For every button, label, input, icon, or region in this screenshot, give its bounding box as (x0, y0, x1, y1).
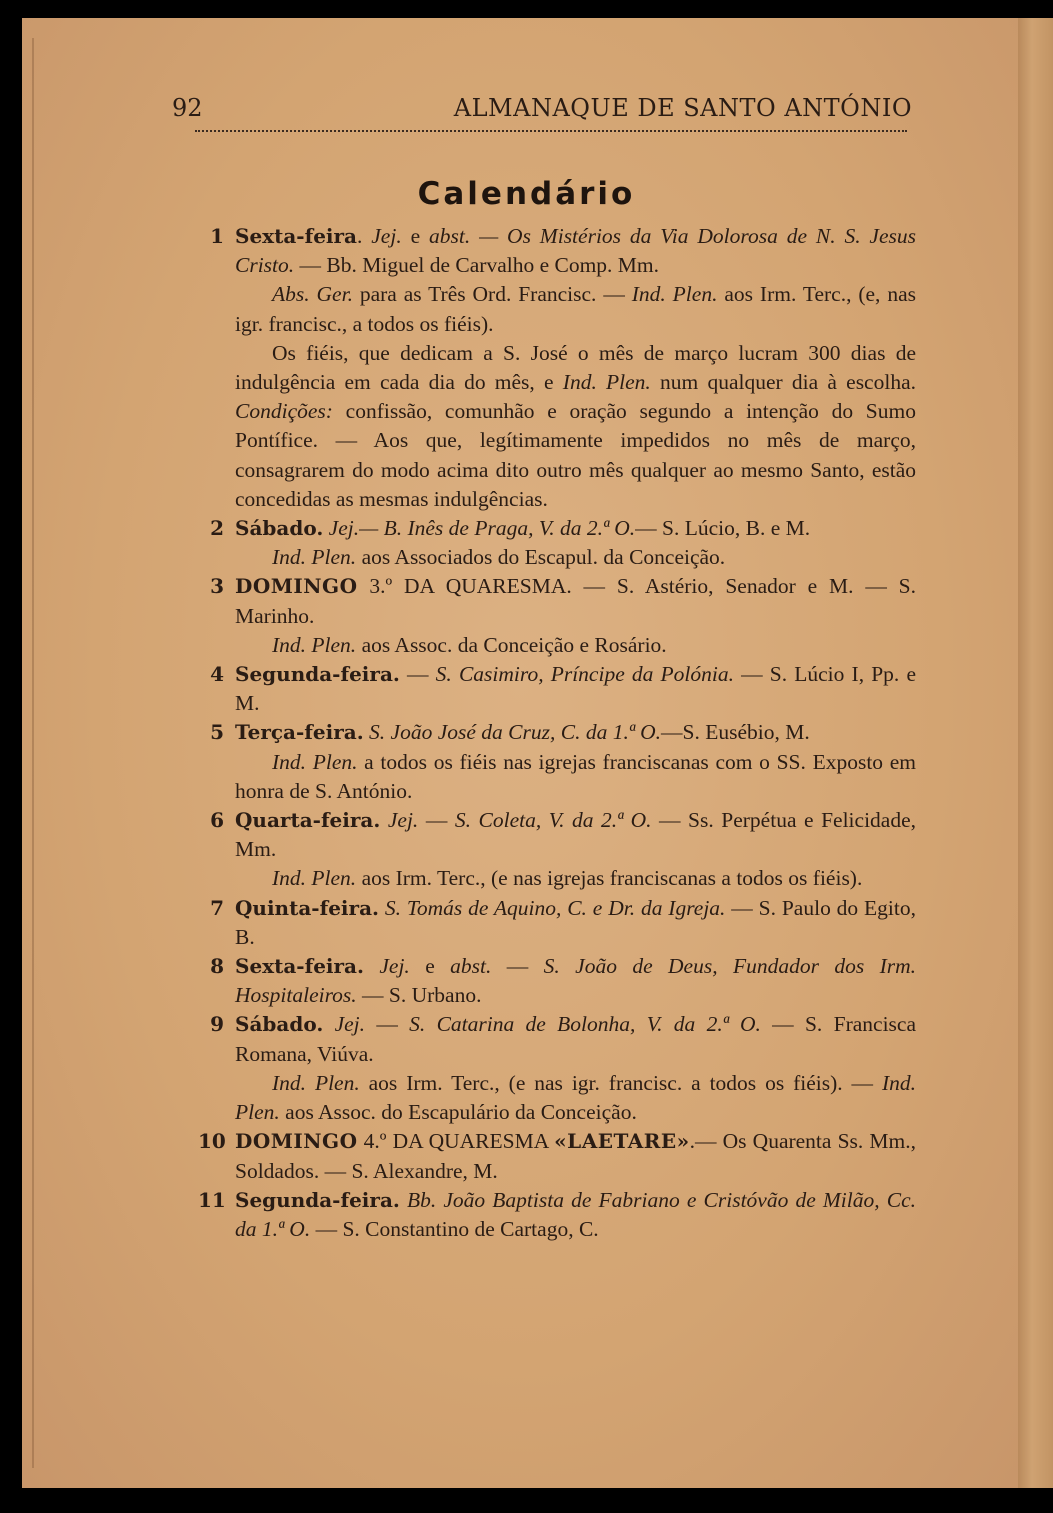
italic-text: S. João de Deus, Fundador dos Irm. Hospitaleiros. (235, 954, 917, 1008)
text-segment: — S. Lúcio I, Pp. e M. (235, 662, 916, 716)
italic-text: Ind. Plen. (272, 545, 357, 570)
running-title: ALMANAQUE DE SANTO ANTÓNIO (453, 94, 912, 122)
weekday-label: Segunda-feira. (235, 662, 400, 687)
text-segment: aos Irm. Terc., (e nas igrejas franciscanas a todos os fiéis). (356, 866, 863, 891)
sunday-label: DOMINGO (235, 574, 358, 599)
text-segment: a todos os fiéis nas igrejas franciscanas com o SS. Exposto em honra de S. António. (235, 749, 916, 803)
entry-day-number: 5 (210, 720, 224, 745)
entry-day-number: 11 (198, 1187, 226, 1212)
italic-text: Ind. Plen. (272, 866, 357, 891)
italic-text: S. Casimiro, Príncipe da Polónia. (435, 662, 734, 687)
entry-day-number: 3 (210, 574, 224, 599)
page-number: 92 (172, 94, 203, 122)
entry-day-number: 4 (210, 662, 224, 687)
entry-indulgence-text (235, 864, 916, 893)
calendar-entry (198, 1186, 916, 1244)
italic-text: Ind. Plen. (272, 1070, 360, 1095)
entry-text (235, 1010, 916, 1068)
text-segment: —S. Eusébio, M. (661, 720, 810, 745)
text-segment: Os fiéis, que dedicam a S. José o mês de março lucram 300 dias de indulgência em cada dia do mês, e (235, 340, 916, 395)
text-segment: — (399, 662, 436, 687)
text-segment: 3.º DA QUARESMA. — S. Astério, Senador e M. — S. Marinho. (235, 574, 916, 628)
text-segment (323, 1012, 334, 1036)
text-segment: para as Três Ord. Francisc. — (352, 282, 632, 307)
text-segment: — (365, 1012, 410, 1037)
italic-text: S. Catarina de Bolonha, V. da 2.ª O. (409, 1012, 761, 1037)
text-segment: .— Os Quarenta Ss. Mm., Soldados. — S. Alexandre, M. (235, 1129, 916, 1183)
text-segment: e (409, 954, 451, 979)
text-segment: — S. Paulo do Egito, B. (235, 895, 917, 949)
calendar-entry (198, 660, 916, 718)
entry-indulgence-text (235, 631, 916, 660)
italic-text: abst. (450, 954, 492, 979)
italic-text: S. Tomás de Aquino, C. e Dr. da Igreja. (384, 895, 726, 920)
calendar-entry (198, 718, 916, 806)
weekday-label: Sábado. (235, 516, 324, 541)
section-title: Calendário (417, 176, 636, 212)
entry-indulgence-text (235, 1069, 916, 1127)
italic-text: Jej. (379, 954, 410, 979)
running-header (172, 80, 912, 122)
italic-text: Ind. Plen. (235, 1070, 916, 1125)
entry-text (235, 572, 916, 630)
header-dotted-rule (195, 130, 907, 132)
sunday-label: DOMINGO (235, 1129, 358, 1154)
weekday-label: Quinta-feira. (235, 895, 379, 920)
entry-day-number: 2 (210, 516, 224, 541)
entry-day-number: 7 (210, 895, 224, 920)
italic-text: Ind. Plen. (631, 282, 718, 307)
text-segment: . (357, 224, 372, 248)
text-segment (400, 1188, 407, 1212)
weekday-label: Terça-feira. (235, 720, 364, 745)
italic-text: Ind. Plen. (272, 749, 358, 774)
text-segment: — Bb. Miguel de Carvalho e Comp. Mm. (294, 253, 660, 278)
text-segment: — S. Urbano. (356, 983, 482, 1008)
weekday-label: Segunda-feira. (235, 1187, 400, 1212)
italic-text: Jej.— B. Inês de Praga, V. da 2.ª O. (328, 516, 636, 541)
entry-day-number: 6 (210, 808, 224, 833)
text-segment: aos Irm. Terc., (e, nas igr. francisc., a todos os fiéis). (235, 282, 916, 336)
entry-text (235, 1127, 916, 1185)
italic-text: Abs. Ger. (272, 282, 353, 307)
calendar-entry (198, 1127, 916, 1185)
italic-text: Jej. (387, 808, 419, 833)
entry-day-number: 10 (198, 1129, 226, 1154)
calendar-entry (198, 572, 916, 660)
text-segment: aos Assoc. do Escapulário da Conceição. (279, 1100, 637, 1125)
text-segment: aos Irm. Terc., (e nas igr. francisc. a todos os fiéis). — (359, 1070, 882, 1095)
calendar-entry (198, 894, 916, 952)
text-segment: — S. Francisca Romana, Viúva. (235, 1012, 916, 1066)
text-segment: — Ss. Perpétua e Felicidade, Mm. (235, 808, 916, 862)
italic-text: S. Coleta, V. da 2.ª O. (454, 808, 652, 833)
entry-indulgence-text (235, 543, 916, 572)
calendar-entry (198, 952, 916, 1010)
calendar-entry (198, 806, 916, 894)
text-segment: — S. Constantino de Cartago, C. (310, 1216, 599, 1241)
text-segment: — S. Lúcio, B. e M. (635, 516, 811, 541)
calendar-entry (198, 514, 916, 572)
text-segment (380, 808, 388, 832)
italic-text: S. João José da Cruz, C. da 1.ª O. (369, 720, 662, 745)
entry-text (235, 806, 916, 864)
entry-text (235, 894, 916, 952)
italic-text: Bb. João Baptista de Fabriano e Cristóvão de Milão, Cc. da 1.ª O. (235, 1187, 916, 1241)
italic-text: Jej. (371, 224, 402, 248)
italic-text: abst. — Os Mistérios da Via Dolorosa de N. S. Jesus Cristo. (235, 224, 916, 278)
weekday-label: Sexta-feira (235, 224, 358, 248)
italic-text: Ind. Plen. (562, 370, 651, 395)
text-segment: e (401, 224, 429, 248)
text-segment: — (418, 808, 455, 833)
entry-day-number: 9 (210, 1012, 224, 1037)
italic-text: Ind. Plen. (272, 632, 357, 657)
entry-indulgence-text (235, 748, 916, 806)
weekday-label: Sexta-feira. (235, 954, 364, 979)
entry-text (235, 514, 916, 543)
text-segment: — (491, 954, 544, 979)
calendar-entries (198, 222, 916, 1244)
calendar-entry (198, 1010, 916, 1127)
sunday-label: «LAETARE» (554, 1129, 690, 1154)
entry-day-number: 1 (210, 224, 224, 248)
weekday-label: Quarta-feira. (235, 808, 381, 833)
page-edge-strip (1018, 18, 1053, 1488)
weekday-label: Sábado. (235, 1012, 324, 1037)
page-border-line (32, 38, 34, 1468)
calendar-entry (198, 222, 916, 514)
entry-indulgence-text (235, 280, 916, 338)
text-segment: aos Associados do Escapul. da Conceição. (356, 545, 726, 570)
entry-day-number: 8 (210, 954, 224, 979)
entry-indulgence-text (235, 339, 916, 514)
entry-text (235, 952, 916, 1010)
text-segment: 4.º DA QUARESMA (357, 1129, 555, 1154)
entry-text (235, 1186, 916, 1244)
entry-text (235, 222, 916, 280)
text-segment: num qualquer dia à escolha. (650, 370, 916, 395)
text-segment: confissão, comunhão e oração segundo a intenção do Sumo Pontífice. — Aos que, legítimamente impedidos no mês de março, consagrarem do modo acima dito outro mês qualquer ao mesmo Santo, estão concedidas as mesmas indulgências. (235, 399, 916, 511)
text-segment: aos Assoc. da Conceição e Rosário. (356, 632, 667, 657)
italic-text: Condições: (235, 399, 333, 424)
text-segment (364, 954, 379, 978)
italic-text: Jej. (334, 1012, 366, 1037)
entry-text (235, 660, 916, 718)
entry-text (235, 718, 916, 747)
